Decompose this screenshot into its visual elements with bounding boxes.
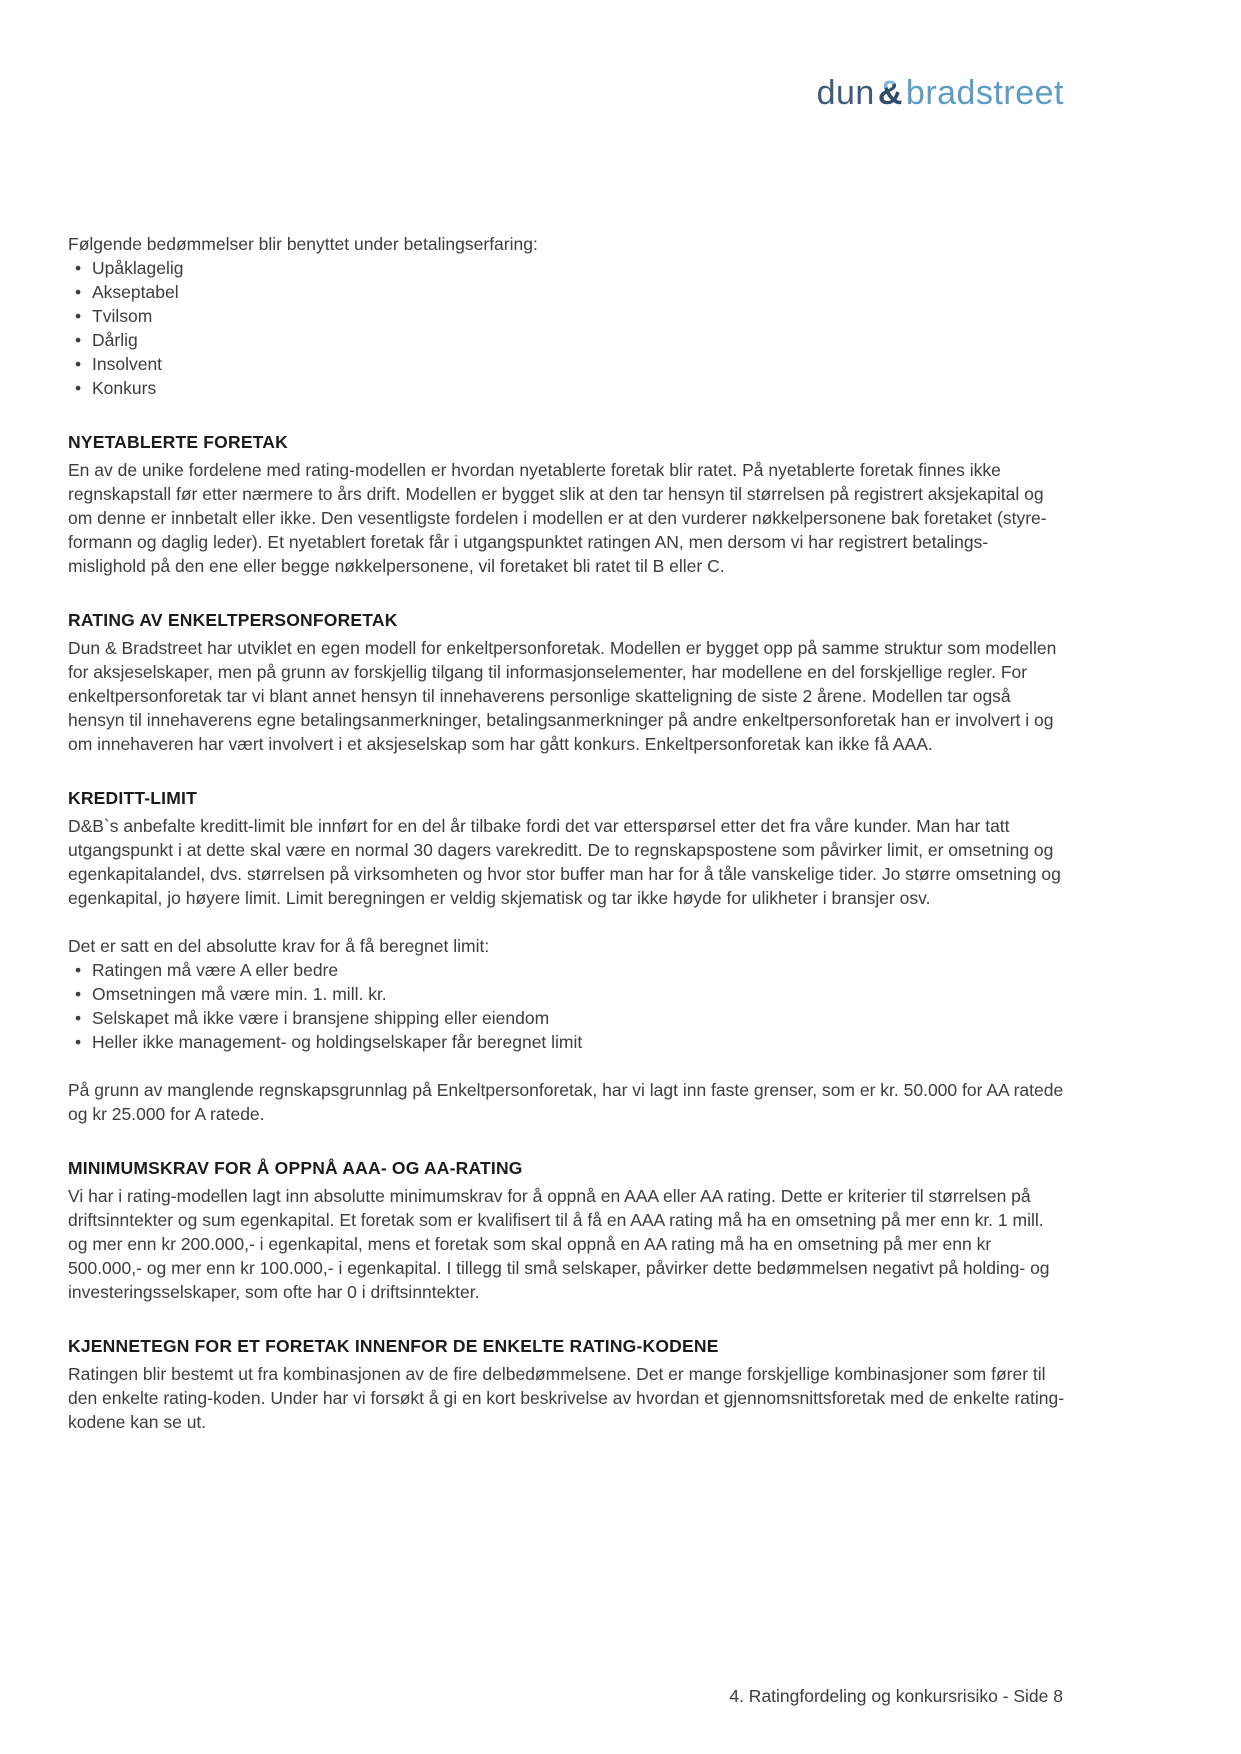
section-paragraph: D&B`s anbefalte kreditt-limit ble innført for en del år tilbake fordi det var etterspørsel etter det fra våre kunder. Man har tatt utgangspunkt i at dette skal være en normal 30 dagers varekreditt. De to regnskapspostene som påvirker limit, er omsetning og egenkapitalandel, dvs. størrelsen på virksomheten og hvor stor buffer man har for å tåle vanskelige tider. Jo større omsetning og egenkapital, jo høyere limit. Limit beregningen er veldig skjematisk og tar ikke høyde for ulikheter i bransjer osv. xyxy=(68,816,1061,908)
section-heading-minimumskrav: MINIMUMSKRAV FOR Å OPPNÅ AAA- OG AA-RATING xyxy=(68,1158,523,1178)
section-heading-nyetablerte-foretak: NYETABLERTE FORETAK xyxy=(68,432,288,452)
list-item: • Selskapet må ikke være i bransjene shipping eller eiendom xyxy=(68,1006,1066,1030)
list-item: • Dårlig xyxy=(68,328,1066,352)
section-paragraph: En av de unike fordelene med rating-modellen er hvordan nyetablerte foretak blir ratet. På nyetablerte foretak finnes ikke regnskapstall før etter nærmere to års drift. Modellen er bygget slik at den tar hensyn til størrelsen på registrert aksjekapital og om denne er innbetalt eller ikke. Den vesentligste fordelen i modellen er at den vurderer nøkkelpersonene bak foretaket (styre- formann og daglig leder). Et nyetablert foretak får i utgangspunktet ratingen AN, men dersom vi har registrert betalings- mislighold på den ene eller begge nøkkelpersonene, vil foretaket bli ratet til B eller C. xyxy=(68,460,1047,576)
logo-text-bradstreet: bradstreet xyxy=(905,74,1064,112)
intro-lead: Følgende bedømmelser blir benyttet under betalingserfaring: xyxy=(68,234,538,254)
logo-text-dun: dun xyxy=(816,74,875,112)
list-item: • Akseptabel xyxy=(68,280,1066,304)
faste-grenser-paragraph: På grunn av manglende regnskapsgrunnlag på Enkeltpersonforetak, har vi lagt inn faste grenser, som er kr. 50.000 for AA ratede og kr 25.000 for A ratede. xyxy=(68,1080,1064,1124)
section-heading-kreditt-limit: KREDITT-LIMIT xyxy=(68,788,197,808)
document-content xyxy=(68,0,1066,1434)
section-paragraph: Vi har i rating-modellen lagt inn absolutte minimumskrav for å oppnå en AAA eller AA rating. Dette er kriterier til størrelsen på driftsinntekter og sum egenkapital. Et foretak som er kvalifisert til å få en AAA rating må ha en omsetning på mer enn kr. 1 mill. og mer enn kr 200.000,- i egenkapital, mens et foretak som skal oppnå en AA rating må ha en omsetning på mer enn kr 500.000,- og mer enn kr 100.000,- i egenkapital. I tillegg til små selskaper, påvirker dette bedømmelsen negativt på holding- og investeringsselskaper, som ofte har 0 i driftsinntekter. xyxy=(68,1186,1050,1302)
list-item: • Konkurs xyxy=(68,376,1066,400)
list-item: • Ratingen må være A eller bedre xyxy=(68,958,1066,982)
section-paragraph: Dun & Bradstreet har utviklet en egen modell for enkeltpersonforetak. Modellen er bygget opp på samme struktur som modellen for aksjeselskaper, men på grunn av forskjellig tilgang til informasjonselementer, har modellene en del forskjellige regler. For enkeltpersonforetak tar vi blant annet hensyn til innehaverens personlige skatteligning de siste 2 årene. Modellen tar også hensyn til innehaverens egne betalingsanmerkninger, betalingsanmerkninger på andre enkeltpersonforetak han er involvert i og om innehaveren har vært involvert i et aksjeselskap som har gått konkurs. Enkeltpersonforetak kan ikke få AAA. xyxy=(68,638,1057,754)
list-item: • Upåklagelig xyxy=(68,256,1066,280)
limit-krav-list xyxy=(68,958,1066,1054)
payment-assessments-list xyxy=(68,256,1066,400)
limit-krav-lead: Det er satt en del absolutte krav for å få beregnet limit: xyxy=(68,936,490,956)
list-item: • Omsetningen må være min. 1. mill. kr. xyxy=(68,982,1066,1006)
logo-ampersand-icon: & xyxy=(875,74,906,112)
list-item: • Heller ikke management- og holdingselskaper får beregnet limit xyxy=(68,1030,1066,1054)
list-item: • Tvilsom xyxy=(68,304,1066,328)
section-paragraph: Ratingen blir bestemt ut fra kombinasjonen av de fire delbedømmelsene. Det er mange forskjellige kombinasjoner som fører til den enkelte rating-koden. Under har vi forsøkt å gi en kort beskrivelse av hvordan et gjennomsnittsforetak med de enkelte rating-kodene kan se ut. xyxy=(68,1364,1065,1432)
page-footer-label: 4. Ratingfordeling og konkursrisiko - Side 8 xyxy=(729,1686,1063,1706)
section-heading-rating-enkeltpersonforetak: RATING AV ENKELTPERSONFORETAK xyxy=(68,610,398,630)
list-item: • Insolvent xyxy=(68,352,1066,376)
section-heading-kjennetegn: KJENNETEGN FOR ET FORETAK INNENFOR DE ENKELTE RATING-KODENE xyxy=(68,1336,719,1356)
